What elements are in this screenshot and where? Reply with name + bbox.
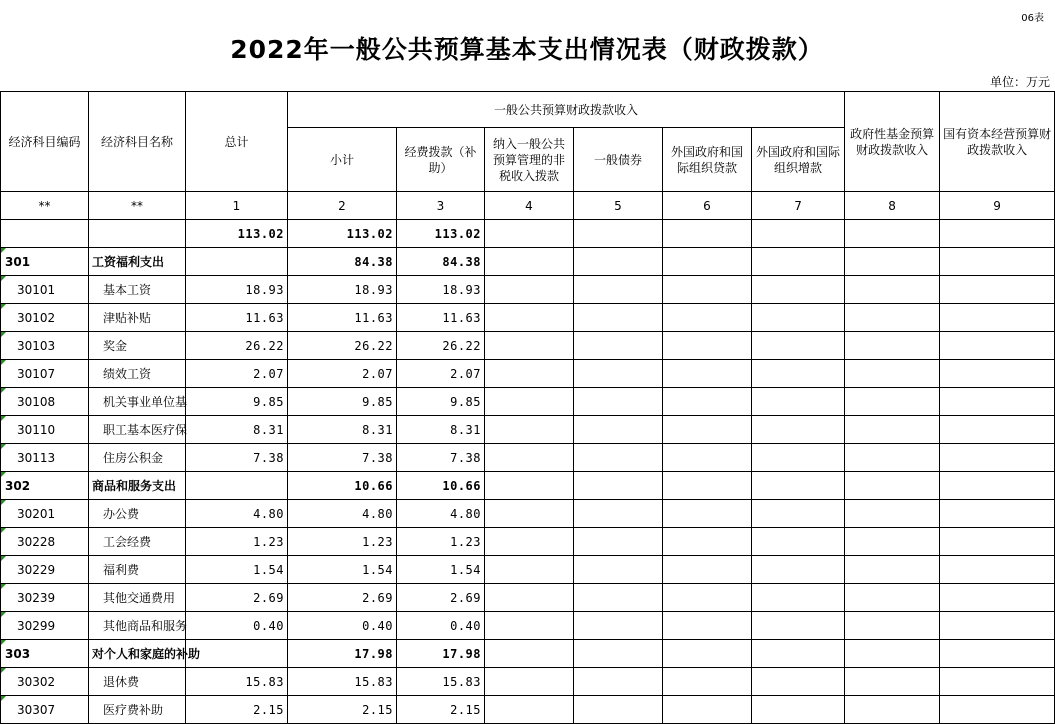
- cell-foreign-grants: [752, 500, 845, 528]
- cell-code: 30107: [1, 360, 89, 388]
- cell-foreign-loans: [663, 388, 752, 416]
- cell-name: 医疗费补助: [89, 696, 186, 724]
- table-row: [1, 612, 1055, 640]
- cell-subtotal: 17.98: [288, 640, 397, 668]
- cell-bonds: [574, 220, 663, 248]
- table-row: [1, 388, 1055, 416]
- table-row: [1, 304, 1055, 332]
- table-row: [1, 584, 1055, 612]
- cell-bonds: [574, 276, 663, 304]
- cell-name: 其他交通费用: [89, 584, 186, 612]
- cell-name: 住房公积金: [89, 444, 186, 472]
- cell-total: 7.38: [186, 444, 288, 472]
- cell-gov-fund: [845, 612, 940, 640]
- cell-bonds: [574, 696, 663, 724]
- cell-foreign-loans: [663, 500, 752, 528]
- cell-bonds: [574, 500, 663, 528]
- cell-non-tax: [485, 612, 574, 640]
- cell-appropriation: 8.31: [397, 416, 485, 444]
- cell-name: [89, 220, 186, 248]
- cell-appropriation: 2.69: [397, 584, 485, 612]
- cell-gov-fund: [845, 640, 940, 668]
- cell-subtotal: 18.93: [288, 276, 397, 304]
- index-cell: 8: [845, 192, 940, 220]
- cell-bonds: [574, 360, 663, 388]
- cell-code: 303: [1, 640, 89, 668]
- cell-non-tax: [485, 640, 574, 668]
- cell-subtotal: 113.02: [288, 220, 397, 248]
- cell-code: 30229: [1, 556, 89, 584]
- cell-name: 福利费: [89, 556, 186, 584]
- cell-state-capital: [940, 500, 1055, 528]
- cell-name: 职工基本医疗保: [89, 416, 186, 444]
- cell-bonds: [574, 640, 663, 668]
- cell-gov-fund: [845, 304, 940, 332]
- cell-name: 退休费: [89, 668, 186, 696]
- cell-non-tax: [485, 668, 574, 696]
- cell-subtotal: 1.54: [288, 556, 397, 584]
- cell-foreign-loans: [663, 584, 752, 612]
- cell-appropriation: 0.40: [397, 612, 485, 640]
- cell-foreign-grants: [752, 640, 845, 668]
- cell-non-tax: [485, 220, 574, 248]
- cell-code: 301: [1, 248, 89, 276]
- cell-foreign-grants: [752, 332, 845, 360]
- cell-non-tax: [485, 696, 574, 724]
- cell-gov-fund: [845, 668, 940, 696]
- cell-bonds: [574, 332, 663, 360]
- cell-bonds: [574, 556, 663, 584]
- cell-code: 30113: [1, 444, 89, 472]
- cell-foreign-loans: [663, 276, 752, 304]
- index-cell: 5: [574, 192, 663, 220]
- cell-total: 15.83: [186, 668, 288, 696]
- cell-code: 30102: [1, 304, 89, 332]
- cell-state-capital: [940, 304, 1055, 332]
- index-cell: 1: [186, 192, 288, 220]
- index-cell: 4: [485, 192, 574, 220]
- table-row: [1, 640, 1055, 668]
- cell-foreign-loans: [663, 640, 752, 668]
- index-cell: **: [1, 192, 89, 220]
- cell-appropriation: 113.02: [397, 220, 485, 248]
- cell-appropriation: 17.98: [397, 640, 485, 668]
- table-row: [1, 248, 1055, 276]
- cell-gov-fund: [845, 556, 940, 584]
- cell-bonds: [574, 472, 663, 500]
- cell-code: 30108: [1, 388, 89, 416]
- cell-subtotal: 26.22: [288, 332, 397, 360]
- cell-state-capital: [940, 556, 1055, 584]
- cell-non-tax: [485, 304, 574, 332]
- cell-total: 26.22: [186, 332, 288, 360]
- cell-total: 18.93: [186, 276, 288, 304]
- cell-code: 30101: [1, 276, 89, 304]
- table-row: [1, 220, 1055, 248]
- cell-bonds: [574, 668, 663, 696]
- table-row: [1, 500, 1055, 528]
- cell-gov-fund: [845, 248, 940, 276]
- cell-state-capital: [940, 472, 1055, 500]
- cell-non-tax: [485, 556, 574, 584]
- cell-foreign-loans: [663, 332, 752, 360]
- header-appropriation: 经费拨款（补助）: [397, 128, 485, 192]
- cell-state-capital: [940, 584, 1055, 612]
- index-cell: **: [89, 192, 186, 220]
- table-row: [1, 556, 1055, 584]
- cell-state-capital: [940, 444, 1055, 472]
- cell-foreign-grants: [752, 472, 845, 500]
- index-cell: 2: [288, 192, 397, 220]
- table-row: [1, 360, 1055, 388]
- cell-foreign-loans: [663, 444, 752, 472]
- cell-gov-fund: [845, 444, 940, 472]
- cell-state-capital: [940, 612, 1055, 640]
- header-code: 经济科目编码: [1, 92, 89, 192]
- index-row: [1, 192, 1055, 220]
- cell-non-tax: [485, 416, 574, 444]
- cell-foreign-loans: [663, 556, 752, 584]
- cell-state-capital: [940, 640, 1055, 668]
- index-cell: 9: [940, 192, 1055, 220]
- cell-code: 302: [1, 472, 89, 500]
- table-row: [1, 416, 1055, 444]
- cell-non-tax: [485, 332, 574, 360]
- index-cell: 7: [752, 192, 845, 220]
- cell-code: 30299: [1, 612, 89, 640]
- cell-foreign-loans: [663, 472, 752, 500]
- cell-foreign-loans: [663, 528, 752, 556]
- cell-non-tax: [485, 248, 574, 276]
- cell-subtotal: 11.63: [288, 304, 397, 332]
- cell-appropriation: 10.66: [397, 472, 485, 500]
- table-row: [1, 444, 1055, 472]
- cell-name: 工会经费: [89, 528, 186, 556]
- cell-gov-fund: [845, 584, 940, 612]
- cell-subtotal: 4.80: [288, 500, 397, 528]
- cell-gov-fund: [845, 332, 940, 360]
- cell-state-capital: [940, 332, 1055, 360]
- header-gov-fund: 政府性基金预算财政拨款收入: [845, 92, 940, 192]
- cell-total: 11.63: [186, 304, 288, 332]
- cell-state-capital: [940, 528, 1055, 556]
- unit-label: 单位：万元: [989, 75, 1050, 89]
- cell-name: 奖金: [89, 332, 186, 360]
- cell-total: 2.07: [186, 360, 288, 388]
- cell-appropriation: 9.85: [397, 388, 485, 416]
- cell-appropriation: 84.38: [397, 248, 485, 276]
- cell-name: 其他商品和服务: [89, 612, 186, 640]
- cell-total: 2.15: [186, 696, 288, 724]
- cell-name: 基本工资: [89, 276, 186, 304]
- header-total: 总计: [186, 92, 288, 192]
- cell-state-capital: [940, 220, 1055, 248]
- cell-subtotal: 0.40: [288, 612, 397, 640]
- cell-state-capital: [940, 360, 1055, 388]
- cell-subtotal: 10.66: [288, 472, 397, 500]
- cell-subtotal: 15.83: [288, 668, 397, 696]
- cell-total: 9.85: [186, 388, 288, 416]
- cell-subtotal: 2.15: [288, 696, 397, 724]
- cell-state-capital: [940, 696, 1055, 724]
- cell-foreign-loans: [663, 304, 752, 332]
- cell-appropriation: 2.07: [397, 360, 485, 388]
- cell-gov-fund: [845, 360, 940, 388]
- cell-non-tax: [485, 444, 574, 472]
- table-row: [1, 332, 1055, 360]
- cell-name: 机关事业单位基: [89, 388, 186, 416]
- cell-appropriation: 2.15: [397, 696, 485, 724]
- cell-foreign-grants: [752, 668, 845, 696]
- cell-appropriation: 1.23: [397, 528, 485, 556]
- cell-code: 30239: [1, 584, 89, 612]
- page-title: 2022年一般公共预算基本支出情况表（财政拨款）: [230, 35, 824, 64]
- cell-total: 1.54: [186, 556, 288, 584]
- cell-foreign-grants: [752, 612, 845, 640]
- cell-state-capital: [940, 416, 1055, 444]
- cell-foreign-grants: [752, 276, 845, 304]
- cell-subtotal: 84.38: [288, 248, 397, 276]
- cell-total: 0.40: [186, 612, 288, 640]
- index-cell: 3: [397, 192, 485, 220]
- cell-total: 8.31: [186, 416, 288, 444]
- cell-appropriation: 26.22: [397, 332, 485, 360]
- budget-table: [0, 91, 1055, 724]
- table-row: [1, 528, 1055, 556]
- cell-gov-fund: [845, 696, 940, 724]
- cell-appropriation: 15.83: [397, 668, 485, 696]
- cell-foreign-grants: [752, 388, 845, 416]
- cell-bonds: [574, 388, 663, 416]
- cell-gov-fund: [845, 472, 940, 500]
- cell-total: 4.80: [186, 500, 288, 528]
- cell-non-tax: [485, 472, 574, 500]
- header-foreign-loans: 外国政府和国际组织贷款: [663, 128, 752, 192]
- table-row: [1, 472, 1055, 500]
- cell-foreign-loans: [663, 416, 752, 444]
- cell-non-tax: [485, 276, 574, 304]
- cell-code: 30228: [1, 528, 89, 556]
- table-row: [1, 668, 1055, 696]
- cell-foreign-loans: [663, 668, 752, 696]
- cell-foreign-grants: [752, 220, 845, 248]
- cell-bonds: [574, 584, 663, 612]
- cell-foreign-loans: [663, 360, 752, 388]
- cell-state-capital: [940, 276, 1055, 304]
- cell-appropriation: 7.38: [397, 444, 485, 472]
- cell-subtotal: 7.38: [288, 444, 397, 472]
- cell-appropriation: 1.54: [397, 556, 485, 584]
- cell-foreign-grants: [752, 556, 845, 584]
- cell-total: 2.69: [186, 584, 288, 612]
- cell-gov-fund: [845, 416, 940, 444]
- cell-foreign-grants: [752, 528, 845, 556]
- cell-code: 30201: [1, 500, 89, 528]
- cell-total: 113.02: [186, 220, 288, 248]
- cell-gov-fund: [845, 528, 940, 556]
- cell-foreign-loans: [663, 696, 752, 724]
- cell-appropriation: 4.80: [397, 500, 485, 528]
- cell-non-tax: [485, 360, 574, 388]
- table-number: 06表: [1021, 13, 1044, 24]
- cell-subtotal: 2.69: [288, 584, 397, 612]
- cell-name: 津贴补贴: [89, 304, 186, 332]
- cell-appropriation: 18.93: [397, 276, 485, 304]
- cell-bonds: [574, 304, 663, 332]
- cell-gov-fund: [845, 500, 940, 528]
- cell-state-capital: [940, 668, 1055, 696]
- cell-code: 30302: [1, 668, 89, 696]
- header-state-capital: 国有资本经营预算财政拨款收入: [940, 92, 1055, 192]
- cell-state-capital: [940, 248, 1055, 276]
- cell-gov-fund: [845, 276, 940, 304]
- table-row: [1, 276, 1055, 304]
- cell-subtotal: 1.23: [288, 528, 397, 556]
- cell-appropriation: 11.63: [397, 304, 485, 332]
- cell-bonds: [574, 612, 663, 640]
- header-name: 经济科目名称: [89, 92, 186, 192]
- header-foreign-grants: 外国政府和国际组织增款: [752, 128, 845, 192]
- cell-bonds: [574, 248, 663, 276]
- cell-name: 办公费: [89, 500, 186, 528]
- table-row: [1, 696, 1055, 724]
- cell-code: 30307: [1, 696, 89, 724]
- cell-non-tax: [485, 500, 574, 528]
- cell-gov-fund: [845, 388, 940, 416]
- cell-subtotal: 8.31: [288, 416, 397, 444]
- cell-bonds: [574, 444, 663, 472]
- cell-foreign-grants: [752, 248, 845, 276]
- cell-foreign-grants: [752, 584, 845, 612]
- cell-name: 绩效工资: [89, 360, 186, 388]
- cell-non-tax: [485, 584, 574, 612]
- header-general-group: 一般公共预算财政拨款收入: [288, 92, 845, 128]
- cell-non-tax: [485, 388, 574, 416]
- cell-foreign-loans: [663, 612, 752, 640]
- cell-bonds: [574, 416, 663, 444]
- cell-state-capital: [940, 388, 1055, 416]
- index-cell: 6: [663, 192, 752, 220]
- cell-name: 商品和服务支出: [89, 472, 186, 500]
- cell-total: 1.23: [186, 528, 288, 556]
- cell-foreign-grants: [752, 360, 845, 388]
- cell-total: [186, 640, 288, 668]
- cell-subtotal: 2.07: [288, 360, 397, 388]
- cell-gov-fund: [845, 220, 940, 248]
- cell-code: 30110: [1, 416, 89, 444]
- cell-name: 工资福利支出: [89, 248, 186, 276]
- cell-foreign-grants: [752, 444, 845, 472]
- cell-total: [186, 248, 288, 276]
- cell-total: [186, 472, 288, 500]
- cell-foreign-grants: [752, 696, 845, 724]
- cell-foreign-loans: [663, 220, 752, 248]
- cell-code: 30103: [1, 332, 89, 360]
- cell-name: 对个人和家庭的补助: [89, 640, 186, 668]
- cell-non-tax: [485, 528, 574, 556]
- header-subtotal: 小计: [288, 128, 397, 192]
- cell-foreign-grants: [752, 416, 845, 444]
- cell-bonds: [574, 528, 663, 556]
- cell-foreign-grants: [752, 304, 845, 332]
- header-bonds: 一般债券: [574, 128, 663, 192]
- cell-code: [1, 220, 89, 248]
- cell-foreign-loans: [663, 248, 752, 276]
- header-non-tax: 纳入一般公共预算管理的非税收入拨款: [485, 128, 574, 192]
- cell-subtotal: 9.85: [288, 388, 397, 416]
